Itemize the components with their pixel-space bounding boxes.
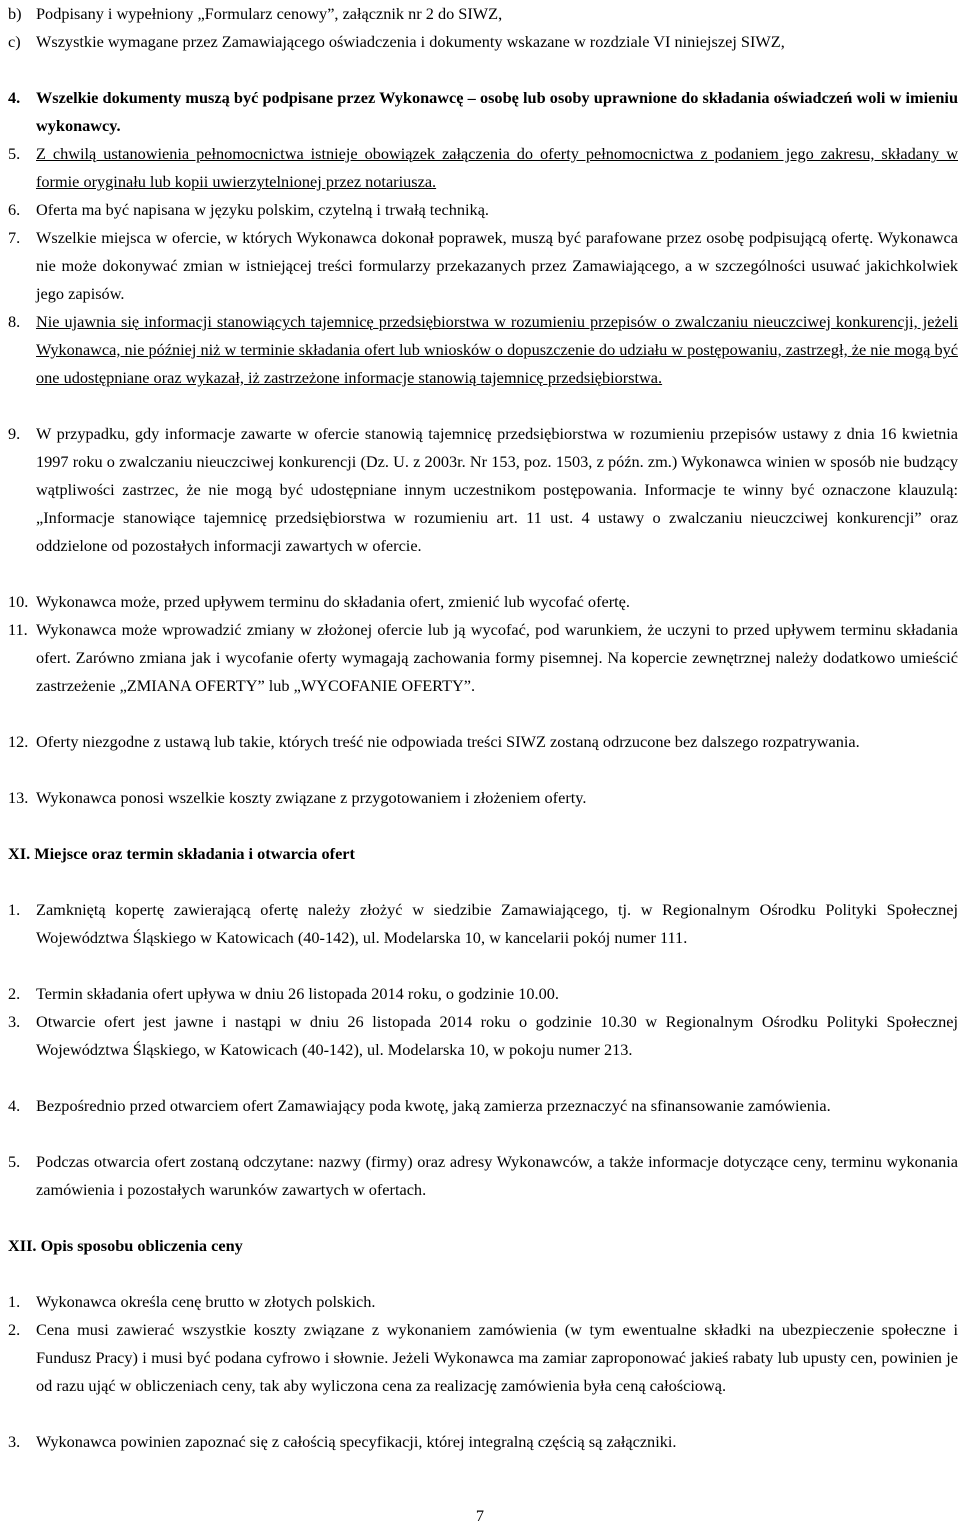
item-text: Podpisany i wypełniony „Formularz cenowy”, załącznik nr 2 do SIWZ, xyxy=(36,4,503,23)
item-number: 9. xyxy=(8,424,21,443)
item-number: 3. xyxy=(8,1432,21,1451)
item-text: Wykonawca określa cenę brutto w złotych polskich. xyxy=(36,1292,376,1311)
item-text: Oferta ma być napisana w języku polskim, czytelną i trwałą techniką. xyxy=(36,200,489,219)
item-text: Otwarcie ofert jest jawne i nastąpi w dniu 26 listopada 2014 roku o godzinie 10.30 w Regionalnym Ośrodku Polityki Społecznej Województwa Śląskiego, w Katowicach (40-142), ul. Modelarska 10, w pokoju numer 213. xyxy=(36,1012,958,1059)
item-text: Wykonawca powinien zapoznać się z całością specyfikacji, której integralną częścią są załączniki. xyxy=(36,1432,677,1451)
section-heading: XI. Miejsce oraz termin składania i otwarcia ofert xyxy=(8,844,355,863)
list-item xyxy=(0,1288,960,1316)
item-number: 2. xyxy=(8,984,21,1003)
item-text: Wszelkie miejsca w ofercie, w których Wykonawca dokonał poprawek, muszą być parafowane przez osobę podpisującą ofertę. Wykonawca nie może dokonywać zmian w istniejącej treści formularzy przekazanych przez Zamawiającego, a w szczególności usuwać jakichkolwiek jego zapisów. xyxy=(36,228,958,303)
list-item-5 xyxy=(0,140,960,196)
section-heading: XII. Opis sposobu obliczenia ceny xyxy=(8,1236,243,1255)
list-item-11 xyxy=(0,616,960,700)
item-text: Z chwilą ustanowienia pełnomocnictwa istnieje obowiązek załączenia do oferty pełnomocnictwa z podaniem jego zakresu, składany w formie oryginału lub kopii uwierzytelnionej przez notariusza. xyxy=(36,144,958,191)
item-text: Oferty niezgodne z ustawą lub takie, których treść nie odpowiada treści SIWZ zostaną odrzucone bez dalszego rozpatrywania. xyxy=(36,732,860,751)
list-item xyxy=(0,1316,960,1400)
list-item-13 xyxy=(0,784,960,812)
item-number: 1. xyxy=(8,1292,21,1311)
item-number: 8. xyxy=(8,312,21,331)
list-item xyxy=(0,1008,960,1064)
item-text: Bezpośrednio przed otwarciem ofert Zamawiający poda kwotę, jaką zamierza przeznaczyć na sfinansowanie zamówienia. xyxy=(36,1096,831,1115)
item-number: 5. xyxy=(8,1152,21,1171)
sub-item-b xyxy=(0,0,960,28)
item-text: Wszelkie dokumenty muszą być podpisane przez Wykonawcę – osobę lub osoby uprawnione do składania oświadczeń woli w imieniu wykonawcy. xyxy=(36,88,958,135)
item-text: Termin składania ofert upływa w dniu 26 listopada 2014 roku, o godzinie 10.00. xyxy=(36,984,559,1003)
page-number: 7 xyxy=(475,1506,485,1525)
item-text: Wykonawca może wprowadzić zmiany w złożonej ofercie lub ją wycofać, pod warunkiem, że uczyni to przed upływem terminu składania ofert. Zarówno zmiana jak i wycofanie oferty wymagają zachowania formy pisemnej. Na kopercie zewnętrznej należy dodatkowo umieścić zastrzeżenie „ZMIANA OFERTY” lub „WYCOFANIE OFERTY”. xyxy=(36,620,958,695)
item-number: 4. xyxy=(8,1096,21,1115)
item-number: 5. xyxy=(8,144,21,163)
list-item xyxy=(0,1092,960,1120)
list-item-4 xyxy=(0,84,960,140)
item-text: Podczas otwarcia ofert zostaną odczytane: nazwy (firmy) oraz adresy Wykonawców, a także informacje dotyczące ceny, terminu wykonania zamówienia i pozostałych warunków zawartych w ofertach. xyxy=(36,1152,958,1199)
item-text: Wszystkie wymagane przez Zamawiającego oświadczenia i dokumenty wskazane w rozdziale VI niniejszej SIWZ, xyxy=(36,32,785,51)
list-item-10 xyxy=(0,588,960,616)
list-item xyxy=(0,1148,960,1204)
list-item xyxy=(0,896,960,952)
item-number: 7. xyxy=(8,228,21,247)
item-number: 12. xyxy=(8,732,29,751)
item-number: 6. xyxy=(8,200,21,219)
item-text: Wykonawca może, przed upływem terminu do składania ofert, zmienić lub wycofać ofertę. xyxy=(36,592,630,611)
list-item xyxy=(0,1428,960,1456)
item-number: 10. xyxy=(8,592,29,611)
item-number: 11. xyxy=(8,620,28,639)
list-item-12 xyxy=(0,728,960,756)
item-number: 3. xyxy=(8,1012,21,1031)
list-item-7 xyxy=(0,224,960,308)
item-number: 1. xyxy=(8,900,21,919)
item-number: c) xyxy=(8,32,21,51)
list-item-9 xyxy=(0,420,960,560)
item-number: b) xyxy=(8,4,22,23)
item-number: 4. xyxy=(8,88,21,107)
list-item-8 xyxy=(0,308,960,392)
item-number: 2. xyxy=(8,1320,21,1339)
item-text: Cena musi zawierać wszystkie koszty związane z wykonaniem zamówienia (w tym ewentualne składki na ubezpieczenie społeczne i Fundusz Pracy) i musi być podana cyfrowo i słownie. Jeżeli Wykonawca ma zamiar zaproponować jakieś rabaty lub upusty cen, powinien je od razu ująć w obliczeniach ceny, tak aby wyliczona cena za realizację zamówienia była ceną całościową. xyxy=(36,1320,958,1395)
item-number: 13. xyxy=(8,788,29,807)
item-text: Nie ujawnia się informacji stanowiących tajemnicę przedsiębiorstwa w rozumieniu przepisów o zwalczaniu nieuczciwej konkurencji, jeżeli Wykonawca, nie później niż w terminie składania ofert lub wniosków o dopuszczenie do udziału w postępowaniu, zastrzegł, że nie mogą być one udostępniane oraz wykazał, iż zastrzeżone informacje stanowią tajemnicę przedsiębiorstwa. xyxy=(36,312,958,387)
item-text: Wykonawca ponosi wszelkie koszty związane z przygotowaniem i złożeniem oferty. xyxy=(36,788,587,807)
item-text: Zamkniętą kopertę zawierającą ofertę należy złożyć w siedzibie Zamawiającego, tj. w Regionalnym Ośrodku Polityki Społecznej Województwa Śląskiego w Katowicach (40-142), ul. Modelarska 10, w kancelarii pokój numer 111. xyxy=(36,900,958,947)
item-text: W przypadku, gdy informacje zawarte w ofercie stanowią tajemnicę przedsiębiorstwa w rozumieniu przepisów ustawy z dnia 16 kwietnia 1997 roku o zwalczaniu nieuczciwej konkurencji (Dz. U. z 2003r. Nr 153, poz. 1503, z późn. zm.) Wykonawca winien w sposób nie budzący wątpliwości zastrzec, że nie mogą być udostępniane innym uczestnikom postępowania. Informacje te winny być oznaczone klauzulą: „Informacje stanowiące tajemnicę przedsiębiorstwa w rozumieniu art. 11 ust. 4 ustawy o zwalczaniu nieuczciwej konkurencji” oraz oddzielone od pozostałych informacji zawartych w ofercie. xyxy=(36,424,958,555)
list-item-6 xyxy=(0,196,960,224)
sub-item-c xyxy=(0,28,960,56)
list-item xyxy=(0,980,960,1008)
